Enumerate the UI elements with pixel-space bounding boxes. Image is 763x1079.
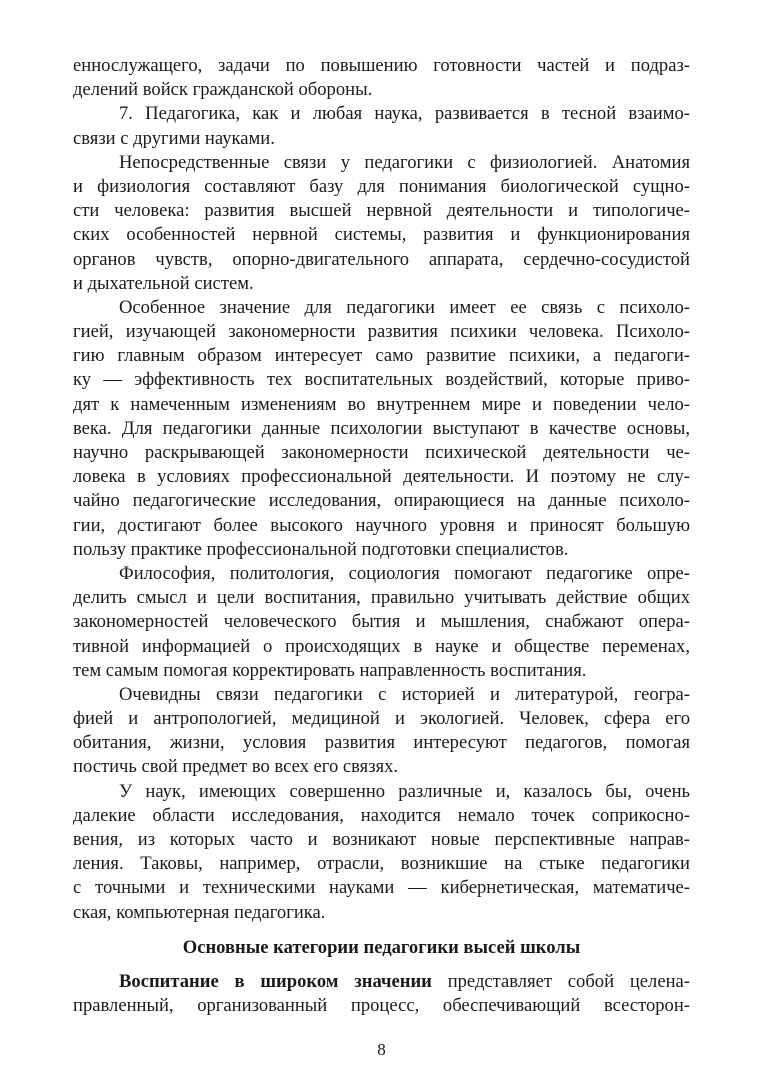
- text-line: далекие области исследования, находится немало точек соприкосно-: [73, 804, 690, 826]
- text-line: с точными и техническими науками — кибернетическая, математиче-: [73, 877, 690, 899]
- text-line: гию главным образом интересует само развитие психики, а педагоги-: [73, 345, 690, 367]
- text-line: тивной информацией о происходящих в науке и обществе переменах,: [73, 635, 690, 657]
- text-line: правленный, организованный процесс, обеспечивающий всесторон-: [73, 995, 690, 1017]
- paragraph: [73, 296, 690, 562]
- text-line: Философия, политология, социология помогают педагогике опре-: [119, 562, 690, 584]
- text-line: Особенное значение для педагогики имеет ее связь с психоло-: [119, 296, 690, 318]
- text-line: делений войск гражданской обороны.: [73, 79, 373, 101]
- text-line: [73, 970, 690, 994]
- paragraph: [73, 780, 690, 925]
- term-definition: представляет собой целена-: [431, 970, 690, 992]
- page-body: [73, 54, 690, 1018]
- text-line: еннослужащего, задачи по повышению готовности частей и подраз-: [73, 55, 690, 76]
- paragraph-continuation: [73, 54, 690, 102]
- text-line: дят к намеченным изменениям во внутреннем мире и поведении чело-: [73, 393, 690, 415]
- text-line: постичь свой предмет во всех его связях.: [73, 756, 399, 778]
- text-line: Непосредственные связи у педагогики с физиологией. Анатомия: [119, 151, 690, 173]
- text-line: чайно педагогические исследования, опирающиеся на данные психоло-: [73, 490, 690, 512]
- text-line: делить смысл и цели воспитания, правильно учитывать действие общих: [73, 587, 690, 609]
- text-line: ских особенностей нервной системы, развития и функционирования: [73, 224, 690, 246]
- paragraph: [73, 102, 690, 150]
- paragraph: [73, 151, 690, 296]
- text-line: У наук, имеющих совершенно различные и, казалось бы, очень: [119, 780, 690, 802]
- text-line: закономерностей человеческого бытия и мышления, снабжают опера-: [73, 611, 690, 633]
- text-line: ку — эффективность тех воспитательных воздействий, которые приво-: [73, 369, 690, 391]
- text-line: ловека в условиях профессиональной деятельности. И поэтому не слу-: [73, 466, 690, 488]
- text-line: ления. Таковы, например, отрасли, возникшие на стыке педагогики: [73, 853, 690, 875]
- text-line: гии, достигают более высокого научного уровня и приносят большую: [73, 514, 690, 536]
- section-heading: Основные категории педагогики высей школы: [182, 936, 581, 958]
- text-line: фией и антропологией, медициной и экологией. Человек, сфера его: [73, 708, 690, 730]
- paragraph: [73, 683, 690, 780]
- text-line: сти человека: развития высшей нервной деятельности и типологиче-: [73, 200, 690, 222]
- text-line: гией, изучающей закономерности развития психики человека. Психоло-: [73, 321, 690, 343]
- text-line: ская, компьютерная педагогика.: [73, 901, 326, 923]
- text-line: вения, из которых часто и возникают новые перспективные направ-: [73, 829, 690, 850]
- text-line: органов чувств, опорно-двигательного аппарата, сердечно-сосудистой: [73, 248, 690, 270]
- text-line: связи с другими науками.: [73, 127, 275, 149]
- text-line: научно раскрывающей закономерности психической деятельности че-: [73, 442, 690, 463]
- text-line: тем самым помогая корректировать направленность воспитания.: [73, 659, 587, 681]
- term-bold: Воспитание в широком значении: [119, 970, 432, 992]
- text-line: века. Для педагогики данные психологии выступают в качестве основы,: [73, 417, 690, 439]
- paragraph: [73, 562, 690, 683]
- paragraph: [73, 970, 690, 1018]
- text-line: Очевидны связи педагогики с историей и литературой, геогра-: [119, 683, 690, 705]
- page-number: 8: [377, 1040, 386, 1059]
- text-line: и физиология составляют базу для понимания биологической сущно-: [73, 175, 690, 197]
- text-line: 7. Педагогика, как и любая наука, развивается в тесной взаимо-: [119, 103, 690, 125]
- text-line: и дыхательной систем.: [73, 272, 254, 294]
- text-line: обитания, жизни, условия развития интересуют педагогов, помогая: [73, 732, 690, 754]
- text-line: пользу практике профессиональной подготовки специалистов.: [73, 538, 569, 560]
